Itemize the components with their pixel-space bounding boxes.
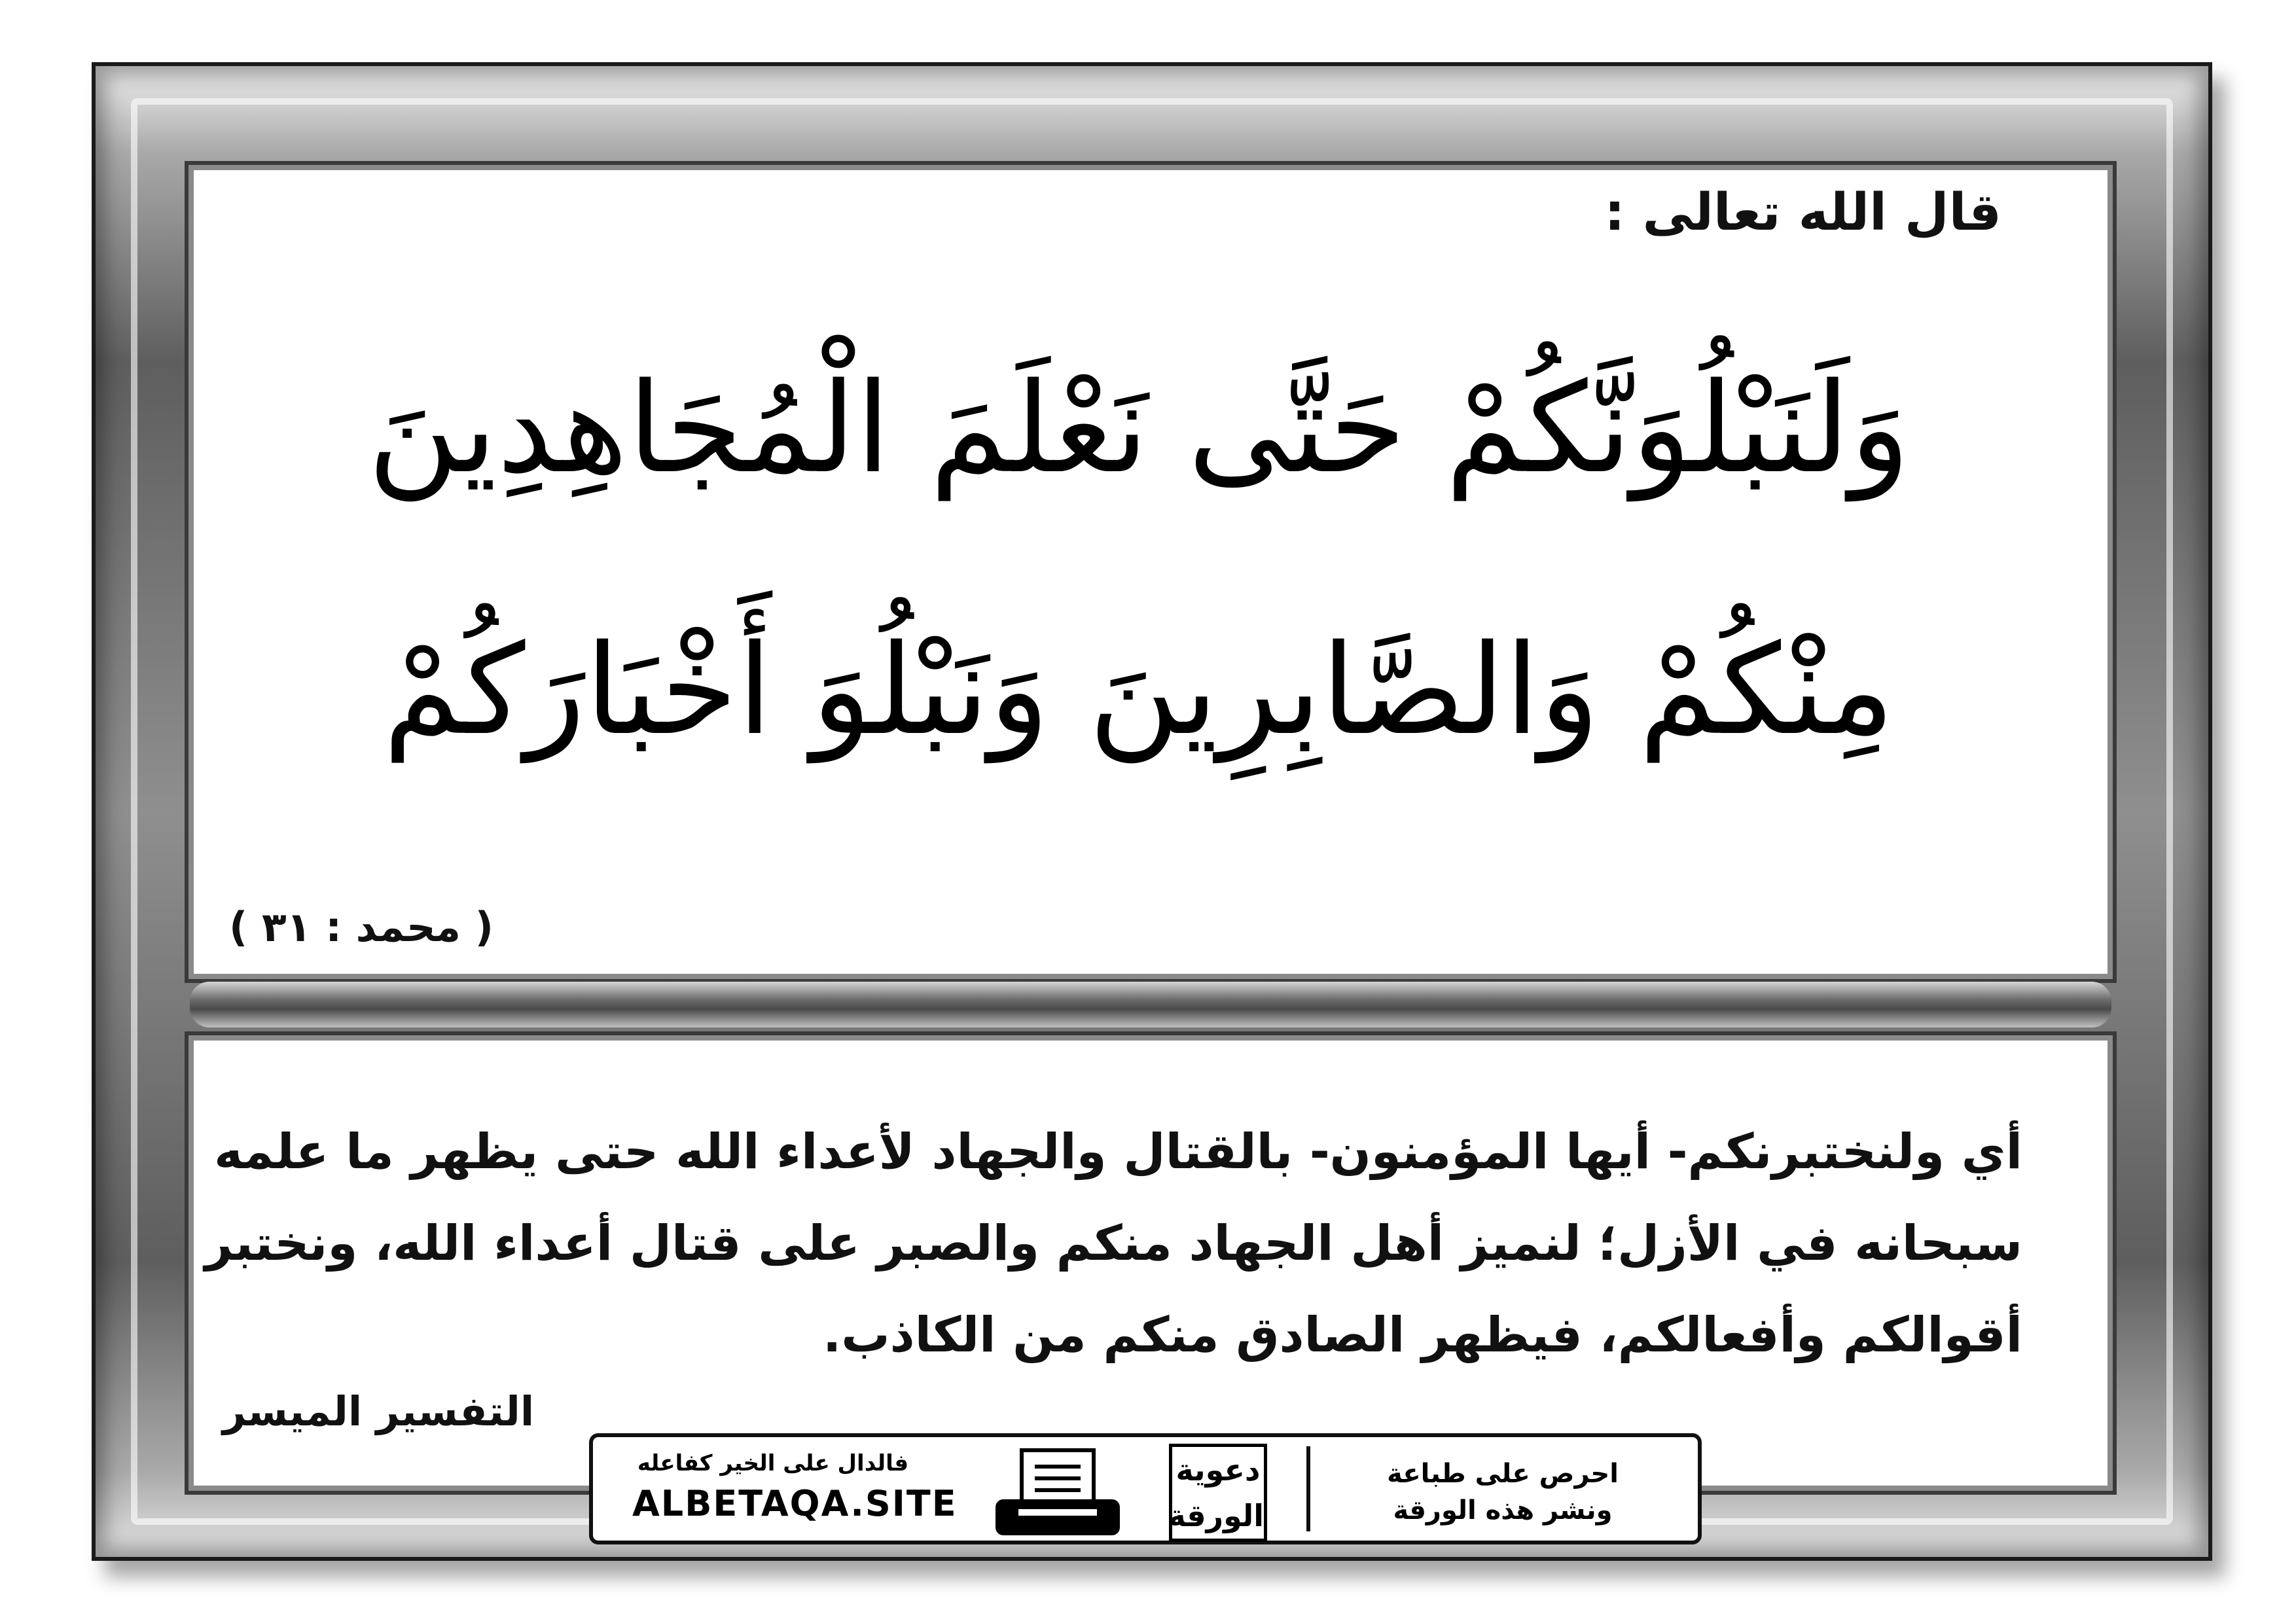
logo [1169,1444,1267,1542]
tafsir-source: التفسير الميسر [223,1387,535,1435]
logo-line-1: دعوية [1175,1452,1261,1488]
footer-right-line-1: احرص على طباعة [1387,1459,1619,1489]
footer-right [1319,1455,1686,1529]
footer-right-line-2: ونشر هذه الورقة [1393,1495,1613,1525]
logo-text [1169,1444,1267,1542]
verse-reference: ( محمد : ٣١ ) [229,903,493,951]
tafsir-line-1: أي ولنختبرنكم- أيها المؤمنون- بالقتال والجهاد لأعداء الله حتى يظهر ما علمه [214,1124,2022,1180]
verse-intro: قال الله تعالى : [1604,183,2001,242]
footer-divider [1306,1446,1310,1531]
footer-badge [589,1433,1702,1544]
footer-left [632,1450,958,1524]
tafsir-line-2: سبحانه في الأزل؛ لنميز أهل الجهاد منكم والصبر على قتال أعداء الله، ونختبر [204,1215,2022,1272]
verse-line-1: وَلَنَبْلُوَنَّكُمْ حَتَّى نَعْلَمَ الْمُجَاهِدِينَ [367,356,1910,501]
printer-icon [992,1447,1123,1539]
panel-divider [190,982,2111,1027]
verse-line-2: مِنْكُمْ وَالصَّابِرِينَ وَنَبْلُوَ أَخْبَارَكُمْ [383,618,1895,762]
tafsir-line-3: أقوالكم وأفعالكم، فيظهر الصادق منكم من الكاذب. [823,1307,2022,1363]
site-link[interactable]: ALBETAQA.SITE [632,1483,958,1524]
verse-panel [194,170,2108,974]
footer-motto: فالدال على الخير كفاعله [637,1450,909,1476]
logo-line-2: الورقة [1168,1498,1264,1533]
tafsir-text [204,1106,2022,1381]
